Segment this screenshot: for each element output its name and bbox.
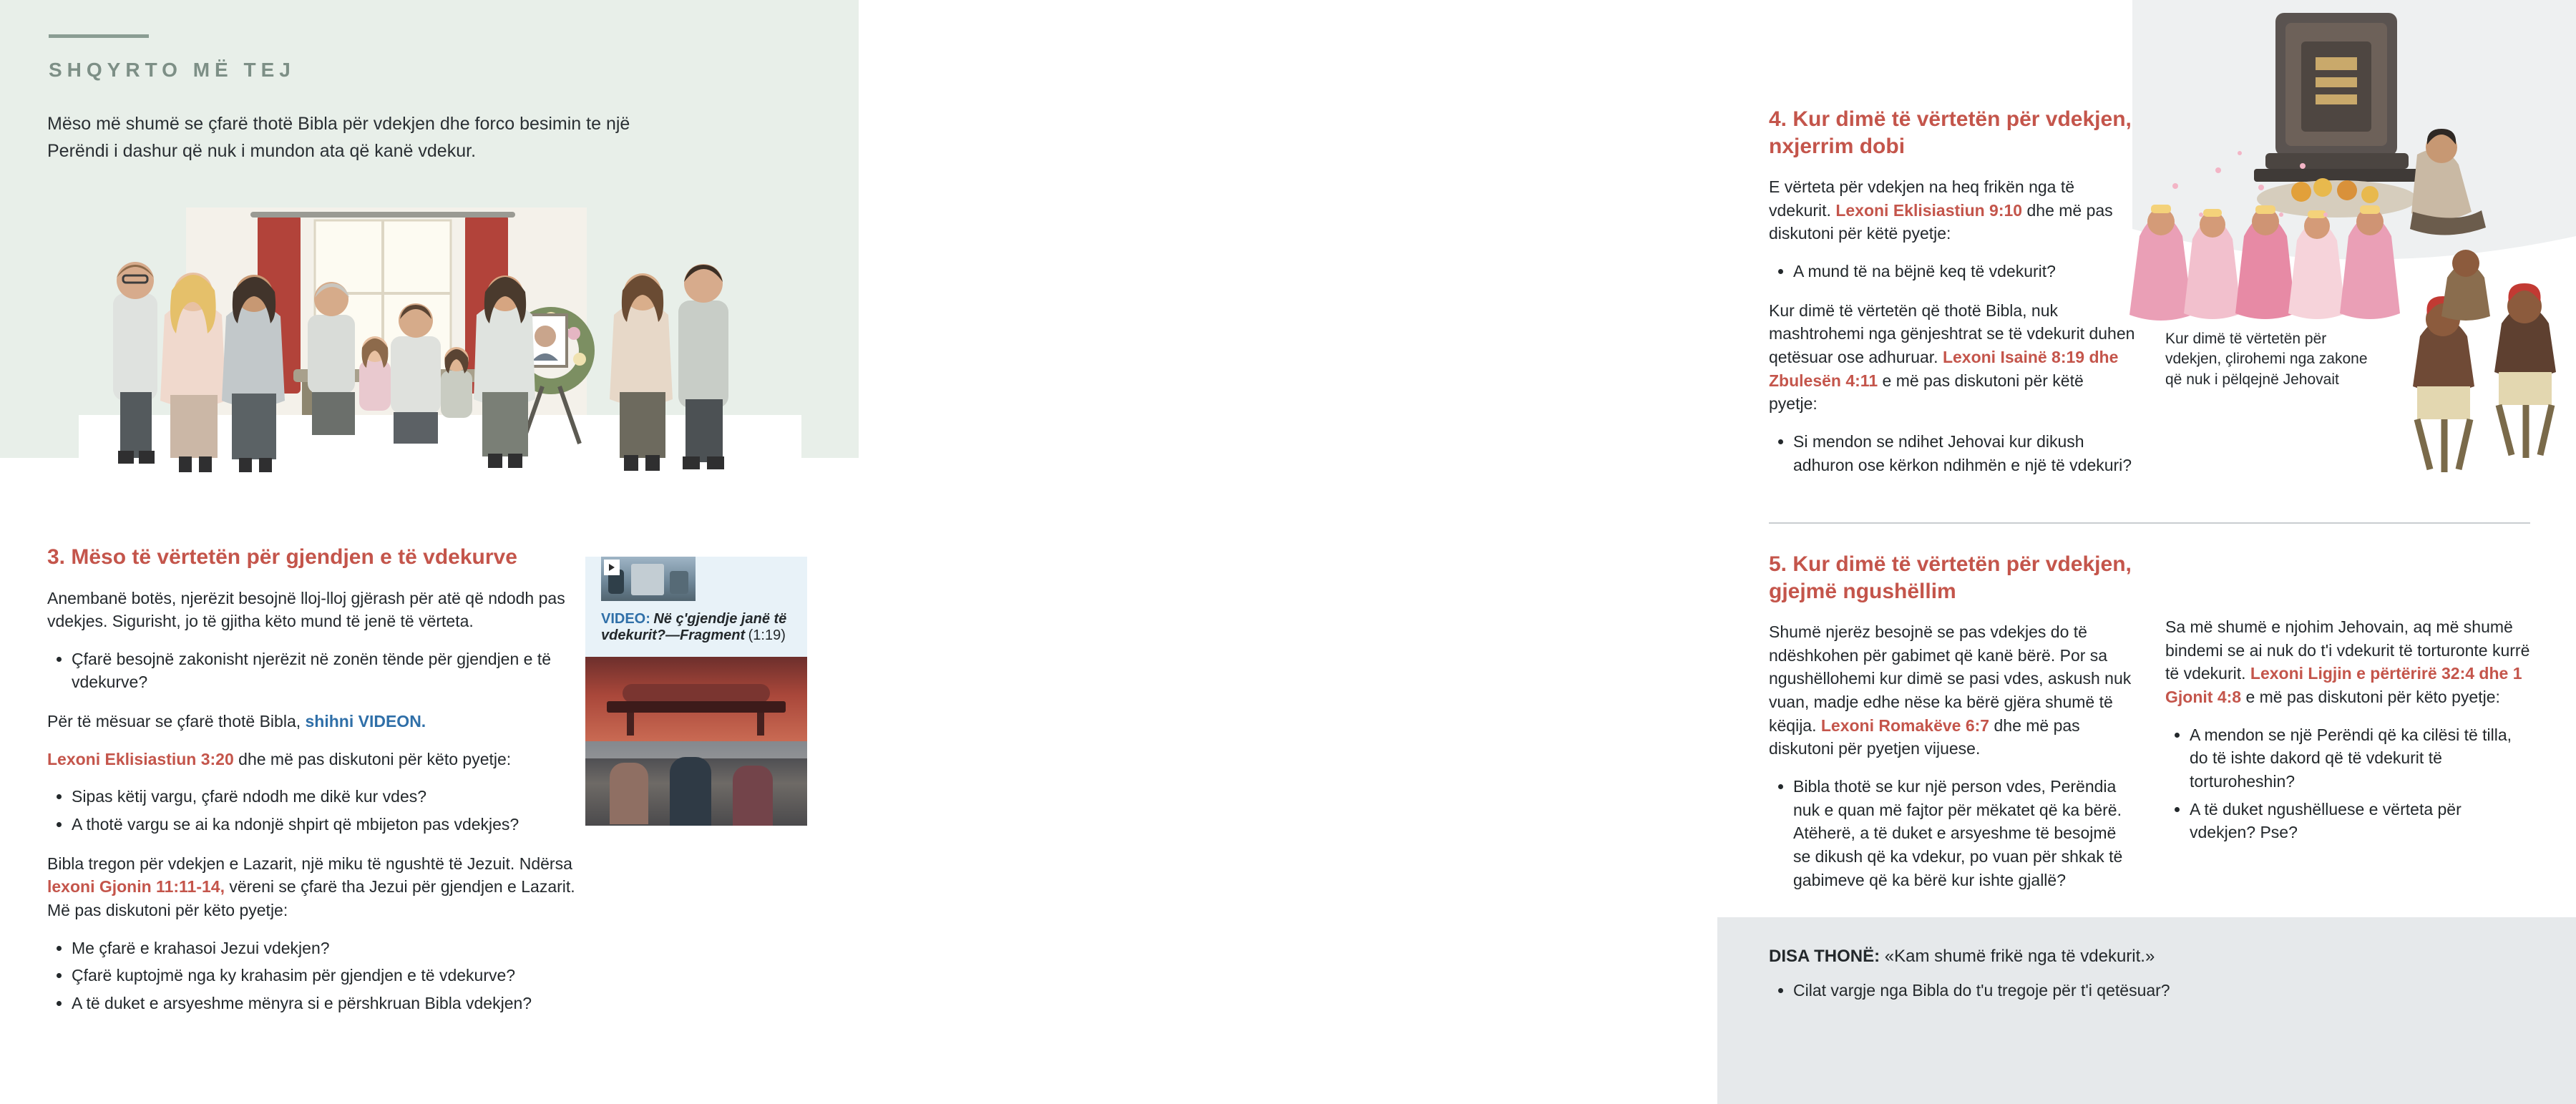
- kicker-rule: [49, 34, 149, 38]
- section-4-bullets-2: [1769, 430, 2135, 477]
- some-say-bullets: [1769, 979, 2484, 1002]
- section-3-paragraph-4: [47, 852, 577, 922]
- photo-morgue: [585, 657, 807, 741]
- s5-p2-a: Sa më shumë e njohim Jehovain, aq më shumë bindemi se ai nuk do t'i vdekurit të torturonte kurrë të vdekurit.: [2165, 617, 2530, 683]
- section-3: [47, 544, 577, 1031]
- s4-p1-a: E vërteta për vdekjen na heq frikën nga të vdekurit.: [1769, 177, 2075, 220]
- video-sidebar[interactable]: [585, 557, 807, 826]
- s5-p1-b: dhe më pas diskutoni për pyetjen vijuese.: [1769, 715, 2080, 758]
- scripture-ref-ecclesiastes-9-10[interactable]: Lexoni Eklisiastiun 9:10: [1835, 200, 2023, 220]
- video-link[interactable]: shihni VIDEON.: [305, 712, 426, 731]
- section-3-paragraph-1: Anembanë botës, njerëzit besojnë lloj-lloj gjërash për atë që ndodh pas vdekjes. Sigurisht, jo të gjitha këto mund të jenë të vërteta.: [47, 588, 565, 631]
- list-item: • Sipas këtij vargu, çfarë ndodh me dikë kur vdes?: [72, 785, 577, 809]
- section-3-paragraph-3: [47, 748, 577, 771]
- some-say-line: [1769, 944, 2484, 969]
- section-3-paragraph-2: [47, 710, 577, 733]
- s4-p1-b: dhe më pas diskutoni për këtë pyetje:: [1769, 200, 2113, 243]
- some-say-label: DISA THONË:: [1769, 947, 1880, 966]
- p3-rest: dhe më pas diskutoni për këto pyetje:: [233, 749, 512, 768]
- list-item: • Çfarë besojnë zakonisht njerëzit në zonën tënde për gjendjen e të vdekurve?: [72, 648, 577, 694]
- photo-commuters: [585, 741, 807, 826]
- intro-paragraph: Mëso më shumë se çfarë thotë Bibla për vdekjen dhe forco besimin te një Perëndi i dashur që nuk i mundon ata që kanë vdekur.: [47, 114, 630, 161]
- section-3-bullets-3: [47, 937, 577, 1015]
- video-title: Në ç'gjendje janë të vdekurit?—Fragment: [601, 611, 787, 643]
- video-preview-image: [601, 557, 696, 601]
- section-3-bullets-1: [47, 648, 577, 694]
- list-item: • Bibla thotë se kur një person vdes, Perëndia nuk e quan më fajtor për mëkatet që ka bërë. Atëherë, a të duket e arsyeshme të besojmë se dikush që ka vdekur, po vuan për shkak të gabimeve që ka bërë kur ishte gjallë?: [1793, 775, 2135, 891]
- video-thumbnail[interactable]: [585, 557, 807, 601]
- list-item: • Çfarë kuptojmë nga ky krahasim për gjendjen e të vdekurve?: [72, 964, 577, 987]
- some-say-content: [1769, 944, 2484, 1002]
- section-5-bullets-2: [2165, 723, 2530, 844]
- section-5-paragraph-2: [2165, 615, 2530, 709]
- scripture-ref-isaiah-revelation[interactable]: Lexoni Isainë 8:19 dhe Zbulesën 4:11: [1769, 347, 2119, 390]
- section-3-heading: 3. Mëso të vërtetën për gjendjen e të vdekurve: [47, 545, 517, 569]
- list-item: • Me çfarë e krahasoi Jezui vdekjen?: [72, 937, 577, 960]
- ancestor-worship-illustration: [2132, 0, 2576, 501]
- section-4-heading: 4. Kur dimë të vërtetën për vdekjen, nxjerrim dobi: [1769, 107, 2132, 158]
- right-page: [859, 0, 2530, 1104]
- p4-a: Bibla tregon për vdekjen e Lazarit, një miku të ngushtë të Jezuit. Ndërsa: [47, 854, 572, 873]
- s5-p2-b: e më pas diskutoni për këto pyetje:: [2241, 687, 2500, 706]
- list-item: • A të duket ngushëlluese e vërteta për vdekjen? Pse?: [2190, 798, 2530, 844]
- illustration-caption: Kur dimë të vërtetën për vdekjen, çlirohemi nga zakone që nuk i pëlqejnë Jehovait: [2165, 331, 2368, 388]
- section-4-paragraph-2: [1769, 299, 2135, 416]
- left-page: [0, 0, 859, 1104]
- list-item: • A mendon se një Perëndi që ka cilësi të tilla, do të ishte dakord që të vdekurit të torturoheshin?: [2190, 723, 2530, 793]
- section-3-bullets-2: [47, 785, 577, 836]
- scripture-ref-john-11-11-14[interactable]: lexoni Gjonin 11:11-14,: [47, 877, 225, 897]
- video-label: VIDEO:: [601, 611, 650, 627]
- section-4: [1769, 106, 2135, 492]
- video-thumbnail-box[interactable]: [585, 557, 807, 657]
- list-item: • Si mendon se ndihet Jehovai kur dikush adhuron ose kërkon ndihmën e një të vdekuri?: [1793, 430, 2135, 477]
- section-4-paragraph-1: [1769, 175, 2135, 245]
- list-item: • Cilat vargje nga Bibla do t'u tregoje për t'i qetësuar?: [1793, 979, 2484, 1002]
- section-5-heading: 5. Kur dimë të vërtetën për vdekjen, gjejmë ngushëllim: [1769, 552, 2132, 603]
- section-5-paragraph-1: [1769, 620, 2135, 761]
- kicker-heading: SHQYRTO MË TEJ: [49, 59, 296, 81]
- p4-b: vëreni se çfarë tha Jezui për gjendjen e Lazarit. Më pas diskutoni për këto pyetje:: [47, 877, 575, 920]
- some-say-quote: «Kam shumë frikë nga të vdekurit.»: [1884, 947, 2155, 966]
- video-caption: [585, 601, 807, 657]
- section-5-continued: [2165, 615, 2530, 860]
- scripture-ref-ecclesiastes-3-20[interactable]: Lexoni Eklisiastiun 3:20: [47, 749, 234, 768]
- section-5: [1769, 551, 2135, 907]
- s4-p2-b: e më pas diskutoni për këtë pyetje:: [1769, 371, 2084, 414]
- scripture-ref-deuteronomy-1john[interactable]: Lexoni Ligjin e përtërirë 32:4 dhe 1 Gjonit 4:8: [2165, 664, 2522, 706]
- list-item: • A mund të na bëjnë keq të vdekurit?: [1793, 260, 2135, 283]
- section-5-bullets-1: [1769, 775, 2135, 891]
- page-gutter: [0, 458, 27, 1104]
- section-4-bullets-1: [1769, 260, 2135, 283]
- video-duration: (1:19): [748, 627, 786, 643]
- funeral-illustration: [79, 207, 801, 494]
- scripture-ref-romans-6-7[interactable]: Lexoni Romakëve 6:7: [1820, 715, 1990, 735]
- list-item: • A të duket e arsyeshme mënyra si e përshkruan Bibla vdekjen?: [72, 992, 577, 1015]
- s5-p1-a: Shumë njerëz besojnë se pas vdekjes do të ndëshkohen për gabimet që kanë bërë. Por sa ngushëllohemi kur dimë se pasi vdes, askush nuk vuan, madje edhe nëse ka bërë gjëra shumë të këqija.: [1769, 622, 2132, 735]
- p2-pre: Për të mësuar se çfarë thotë Bibla,: [47, 712, 306, 731]
- section-divider: [1769, 522, 2530, 524]
- play-icon[interactable]: [604, 560, 620, 575]
- list-item: • A thotë vargu se ai ka ndonjë shpirt që mbijeton pas vdekjes?: [72, 813, 577, 836]
- s4-p2-a: Kur dimë të vërtetën që thotë Bibla, nuk mashtrohemi nga gënjeshtrat se të vdekurit duhen qetësuar ose adhuruar.: [1769, 301, 2135, 366]
